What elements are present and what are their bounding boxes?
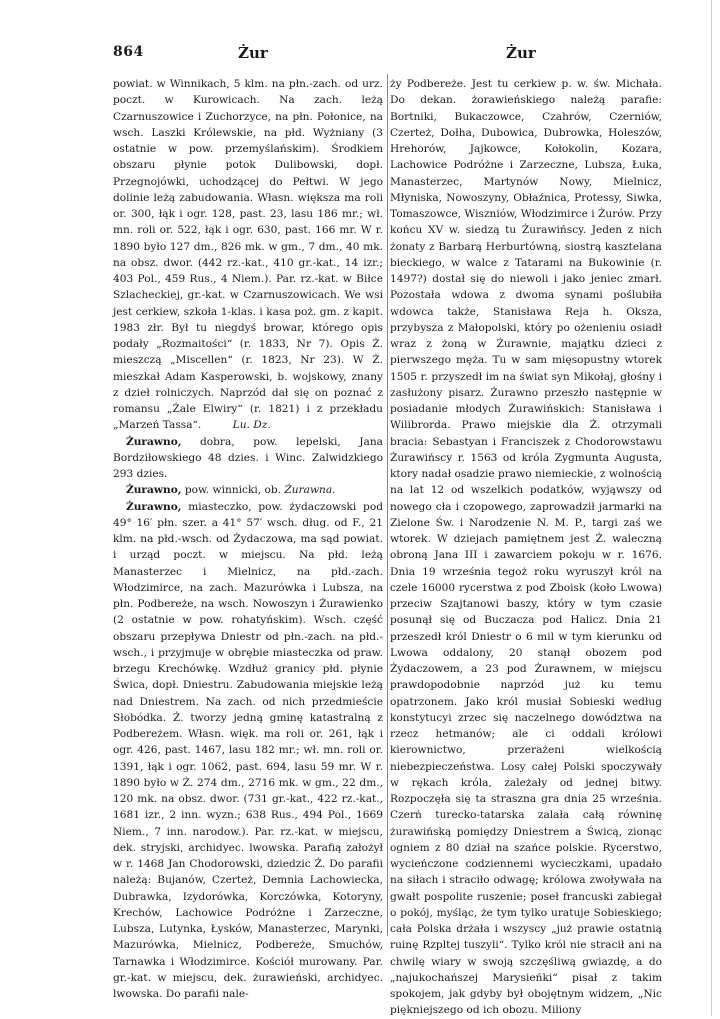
- entry-zurawno-lepelski: Żurawno, dobra, pow. lepelski, Jana Bordziłowskiego 48 dzies. i Winc. Zalwidzkiego 293 dzies.: [113, 435, 383, 480]
- column-divider: [387, 74, 388, 936]
- entry-zurawno-miasteczko: Żurawno, miasteczko, pow. żydaczowski pod 49° 16′ płn. szer. a 41° 57′ wsch. dług. od F., 21 klm. na płd.-wsch. od Żydaczowa, ma sąd powiat. i urząd poczt. w miejscu. Na płd. leżą Manasterzec i Mielnicz, na płd.-zach. Włodzimirce, na zach. Mazurówka i Lubsza, na płn. Podbereże, na wsch. Nowoszyn i Żurawienko (2 ostatnie w pow. rohatyńskim). Wsch. część obszaru przepływa Dniestr od płn.-zach. na płd.-wsch., i przyjmuje w obrębie miasteczka od praw. brzegu Krechówkę. Wzdłuż granicy płd. płynie Świca, dopł. Dniestru. Zabudowania miejskie leżą nad Dniestrem. Na zach. od nich przedmieście Słobódka. Ż. tworzy jedną gminę katastralną z Podbereżem. Własn. więk. ma roli or. 261, łąk i ogr. 426, past. 1467, lasu 182 mr.; wł. mn. roli or. 1391, łąk i ogr. 1062, past. 694, lasu 59 mr. W r. 1890 było w Ż. 274 dm., 2716 mk. w gm., 22 dm., 120 mk. na obsz. dwor. (731 gr.-kat., 422 rz.-kat., 1681 izr., 2 inn. wyzn.; 638 Rus., 494 Pol., 1669 Niem., 7 inn. narodow.). Par. rz.-kat. w miejscu, dek. stryjski, archidyec. lwowska. Parafią założył w r. 1468 Jan Chodorowski, dziedzic Ż. Do parafii należą: Bujanów, Czerteż, Demnia Lachowiecka, Dubrawka, Izydorówka, Korczówka, Kotoryny, Krechów, Lachowice Podróżne i Zarzeczne, Lubsza, Lutynka, Łysków, Manasterzec, Marynki, Mazurówka, Mielnicz, Podbereże, Smuchów, Tarnawka i Włodzimirce. Kościół murowany. Par. gr.-kat. w miejscu, dek. żurawieński, archidyec. lwowska. Do parafii nale-: [113, 500, 383, 1000]
- right-column: [390, 76, 662, 1019]
- scan-edge-line: [711, 0, 712, 1016]
- entry-headword: Żurawno,: [126, 484, 182, 497]
- entry-headword: Żurawno,: [126, 435, 182, 448]
- cross-reference: Żurawna.: [284, 484, 336, 497]
- entry-headword: Żurawno,: [126, 500, 182, 513]
- running-head-right: Żur: [506, 44, 536, 62]
- entry-continuation: powiat. w Winnikach, 5 klm. na płn.-zach. od urz. poczt. w Kurowicach. Na zach. leżą Czarnuszowice i Zuchorzyce, na płn. Połonice, na wsch. Laszki Królewskie, na płd. Wyżniany (3 ostatnie w pow. przemyślańskim). Środkiem obszaru płynie potok Dulibowski, dopł. Przegnojówki, uchodzącej do Pełtwi. W jego dolinie leżą zabudowania. Własn. większa ma roli or. 300, łąk i ogr. 128, past. 23, lasu 186 mr.; wł. mn. roli or. 522, łąk i ogr. 630, past. 166 mr. W r. 1890 było 127 dm., 826 mk. w gm., 7 dm., 40 mk. na obsz. dwor. (442 rz.-kat., 410 gr.-kat., 14 izr.; 403 Pol., 459 Rus., 4 Niem.). Par. rz.-kat. w Biłce Szlacheckiej, gr.-kat. w Czarnuszowicach. We wsi jest cerkiew, szkoła 1-klas. i kasa poż. gm. z kapit. 1983 złr. Był tu niegdyś browar, którego opis podały „Rozmaitości“ (r. 1833, Nr 7). Opis Ż. mieszczą „Miscellen“ (r. 1823, Nr 23). W Ż. mieszkał Adam Kasperowski, b. wojskowy, znany z dzieł rolniczych. Naprzód dał się on poznać z romansu „Żale Elwiry“ (r. 1821) i z przekładu „Marzeń Tassa“. Lu. Dz.: [113, 78, 383, 432]
- running-head-left: Żur: [238, 44, 268, 62]
- entry-zurawno-winnicki: Żurawno, pow. winnicki, ob. Żurawna.: [126, 484, 336, 497]
- author-signature: Lu. Dz.: [232, 419, 271, 432]
- left-column: [113, 76, 383, 1002]
- page-number: 864: [113, 44, 144, 60]
- entry-continuation: ży Podbereże. Jest tu cerkiew p. w. św. Michała. Do dekan. żorawieńskiego należą parafie: Bortniki, Bukaczowce, Czahrów, Czerniów, Czerteż, Dołha, Dubowica, Dubrowka, Holeszów, Hrehorów, Jajkowce, Kołokolin, Kozara, Lachowice Podróżne i Zarzeczne, Lubsza, Łuka, Manasterzec, Martynów Nowy, Mielnicz, Młyniska, Nowoszyny, Obłaźnica, Protessy, Siwka, Tomaszowce, Wiszniów, Włodzimirce i Żurów. Przy końcu XV w. siedzą tu Żurawińscy. Jeden z nich żonaty z Barbarą Herburtówną, siostrą kasztelana bieckiego, w walce z Tatarami na Bukowinie (r. 1497?) dostał się do niewoli i jako jeniec zmarł. Pozostała wdowa z dwoma synami poślubiła wdowca także, Stanisława Reja h. Oksza, przybysza z Małopolski, który po ożenieniu osiadł wraz z żoną w Żurawnie, majątku dzieci z pierwszego męża. Tu w sam mięsopustny wtorek 1505 r. przyszedł im na świat syn Mikołaj, głośny i zasłużony pisarz. Żurawno przeszło następnie w posiadanie młodych Żurawińskich: Stanisława i Wilibrorda. Prawo miejskie dla Ż. otrzymali bracia: Sebastyan i Franciszek z Chodorowstawu Żurawińscy r. 1563 od króla Zygmunta Augusta, ktory nadał osadzie prawo niemieckie, z wolnością na lat 12 od wszelkich podatków, wyjąwszy od nowego cła i czopowego, zaprowadził jarmarki na Zielone Św. i Narodzenie N. M. P., targi zaś we wtorek. W dziejach pamiętnem jest Ż. waleczną obroną Jana III i zawarciem pokoju w r. 1676. Dnia 19 września tegoż roku wyruszył król na czele 16000 rycerstwa z pod Zboisk (koło Lwowa) przeciw Szajtanowi baszy, który w tym czasie posunął się od Buczacza pod Halicz. Dnia 21 przeszedł król Dniestr o 6 mil w tym kierunku od Lwowa oddalony, 20 stanął obozem pod Żydaczowem, a 23 pod Żurawnem, w miejscu prawdopodobnie naprzód już ku temu opatrzonem. Jako król musiał Sobieski według konstytucyi zrzec się naczelnego dowództwa na rzecz hetmanów; ale ci oddali królowi kierownictwo, przerażeni wielkością niebezpieczeństwa. Losy całej Polski spoczywały w rękach króla, zależały od jednej bitwy. Rozpoczęła się ta straszna gra dnia 25 września. Czerń turecko-tatarska zalała całą równinę żurawińską pomiędzy Dniestrem a Świcą, zionąc ogniem z 80 dział na szańce polskie. Rycerstwo, wycieńczone codziennemi wycieczkami, upadało na siłach i straciło odwagę; królowa zwoływała na gwałt pospolite ruszenie; poseł francuski zabiegał o pokój, myśląc, że tym tylko uratuje Sobieskiego; cała Polska drżała i wszyscy „już prawie ostatnią ruinę Rzpltej tuszyli“. Tylko król nie stracił ani na chwilę wiary w swoją szczęśliwą gwiazdę, a do „najukochańszej Marysieńki“ pisał z takim spokojem, jak gdyby był obojętnym widzem, „Nic piękniejszego od ich obozu. Miliony: [390, 78, 662, 1017]
